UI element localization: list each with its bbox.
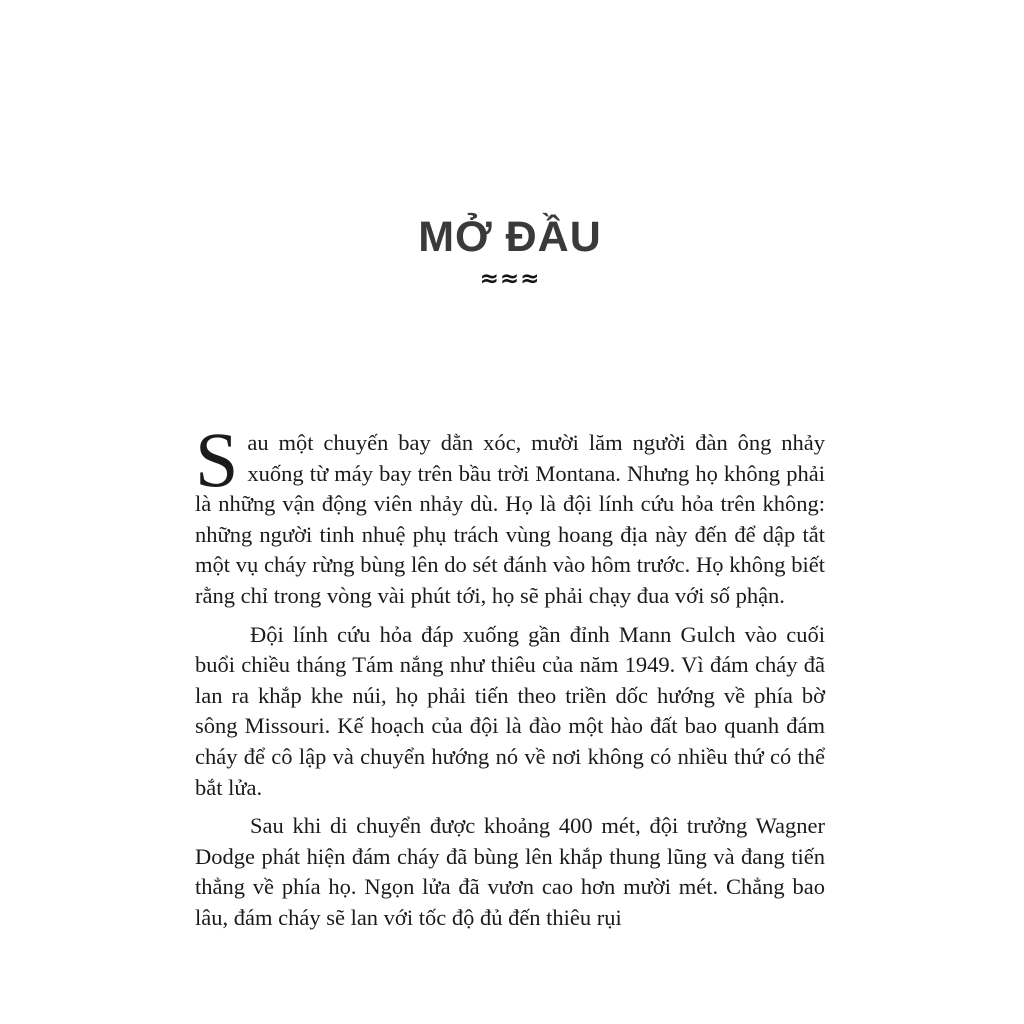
chapter-title: MỞ ĐẦU	[418, 212, 602, 261]
paragraph-2: Đội lính cứu hỏa đáp xuống gần đỉnh Mann Gulch vào cuối buổi chiều tháng Tám nắng như thiêu của năm 1949. Vì đám cháy đã lan ra khắp khe núi, họ phải tiến theo triền dốc hướng về phía bờ sông Missouri. Kế hoạch của đội là đào một hào đất bao quanh đám cháy để cô lập và chuyển hướng nó về nơi không có nhiều thứ có thể bắt lửa.	[195, 621, 825, 800]
wave-ornament: ≈≈≈	[479, 266, 541, 292]
body-text	[195, 416, 825, 942]
paragraph-3: Sau khi di chuyển được khoảng 400 mét, đội trưởng Wagner Dodge phát hiện đám cháy đã bùng lên khắp thung lũng và đang tiến thẳng về phía họ. Ngọn lửa đã vươn cao hơn mười mét. Chẳng bao lâu, đám cháy sẽ lan với tốc độ đủ đến thiêu rụi	[195, 813, 825, 930]
dropcap-letter: S	[195, 416, 239, 503]
paragraph-1	[195, 416, 825, 612]
paragraph-1-text: au một chuyến bay dằn xóc, mười lăm người đàn ông nhảy xuống từ máy bay trên bầu trời Montana. Nhưng họ không phải là những vận động viên nhảy dù. Họ là đội lính cứu hỏa trên không: những người tinh nhuệ phụ trách vùng hoang địa này đến để dập tắt một vụ cháy rừng bùng lên do sét đánh vào hôm trước. Họ không biết rằng chỉ trong vòng vài phút tới, họ sẽ phải chạy đua với số phận.	[195, 430, 825, 608]
